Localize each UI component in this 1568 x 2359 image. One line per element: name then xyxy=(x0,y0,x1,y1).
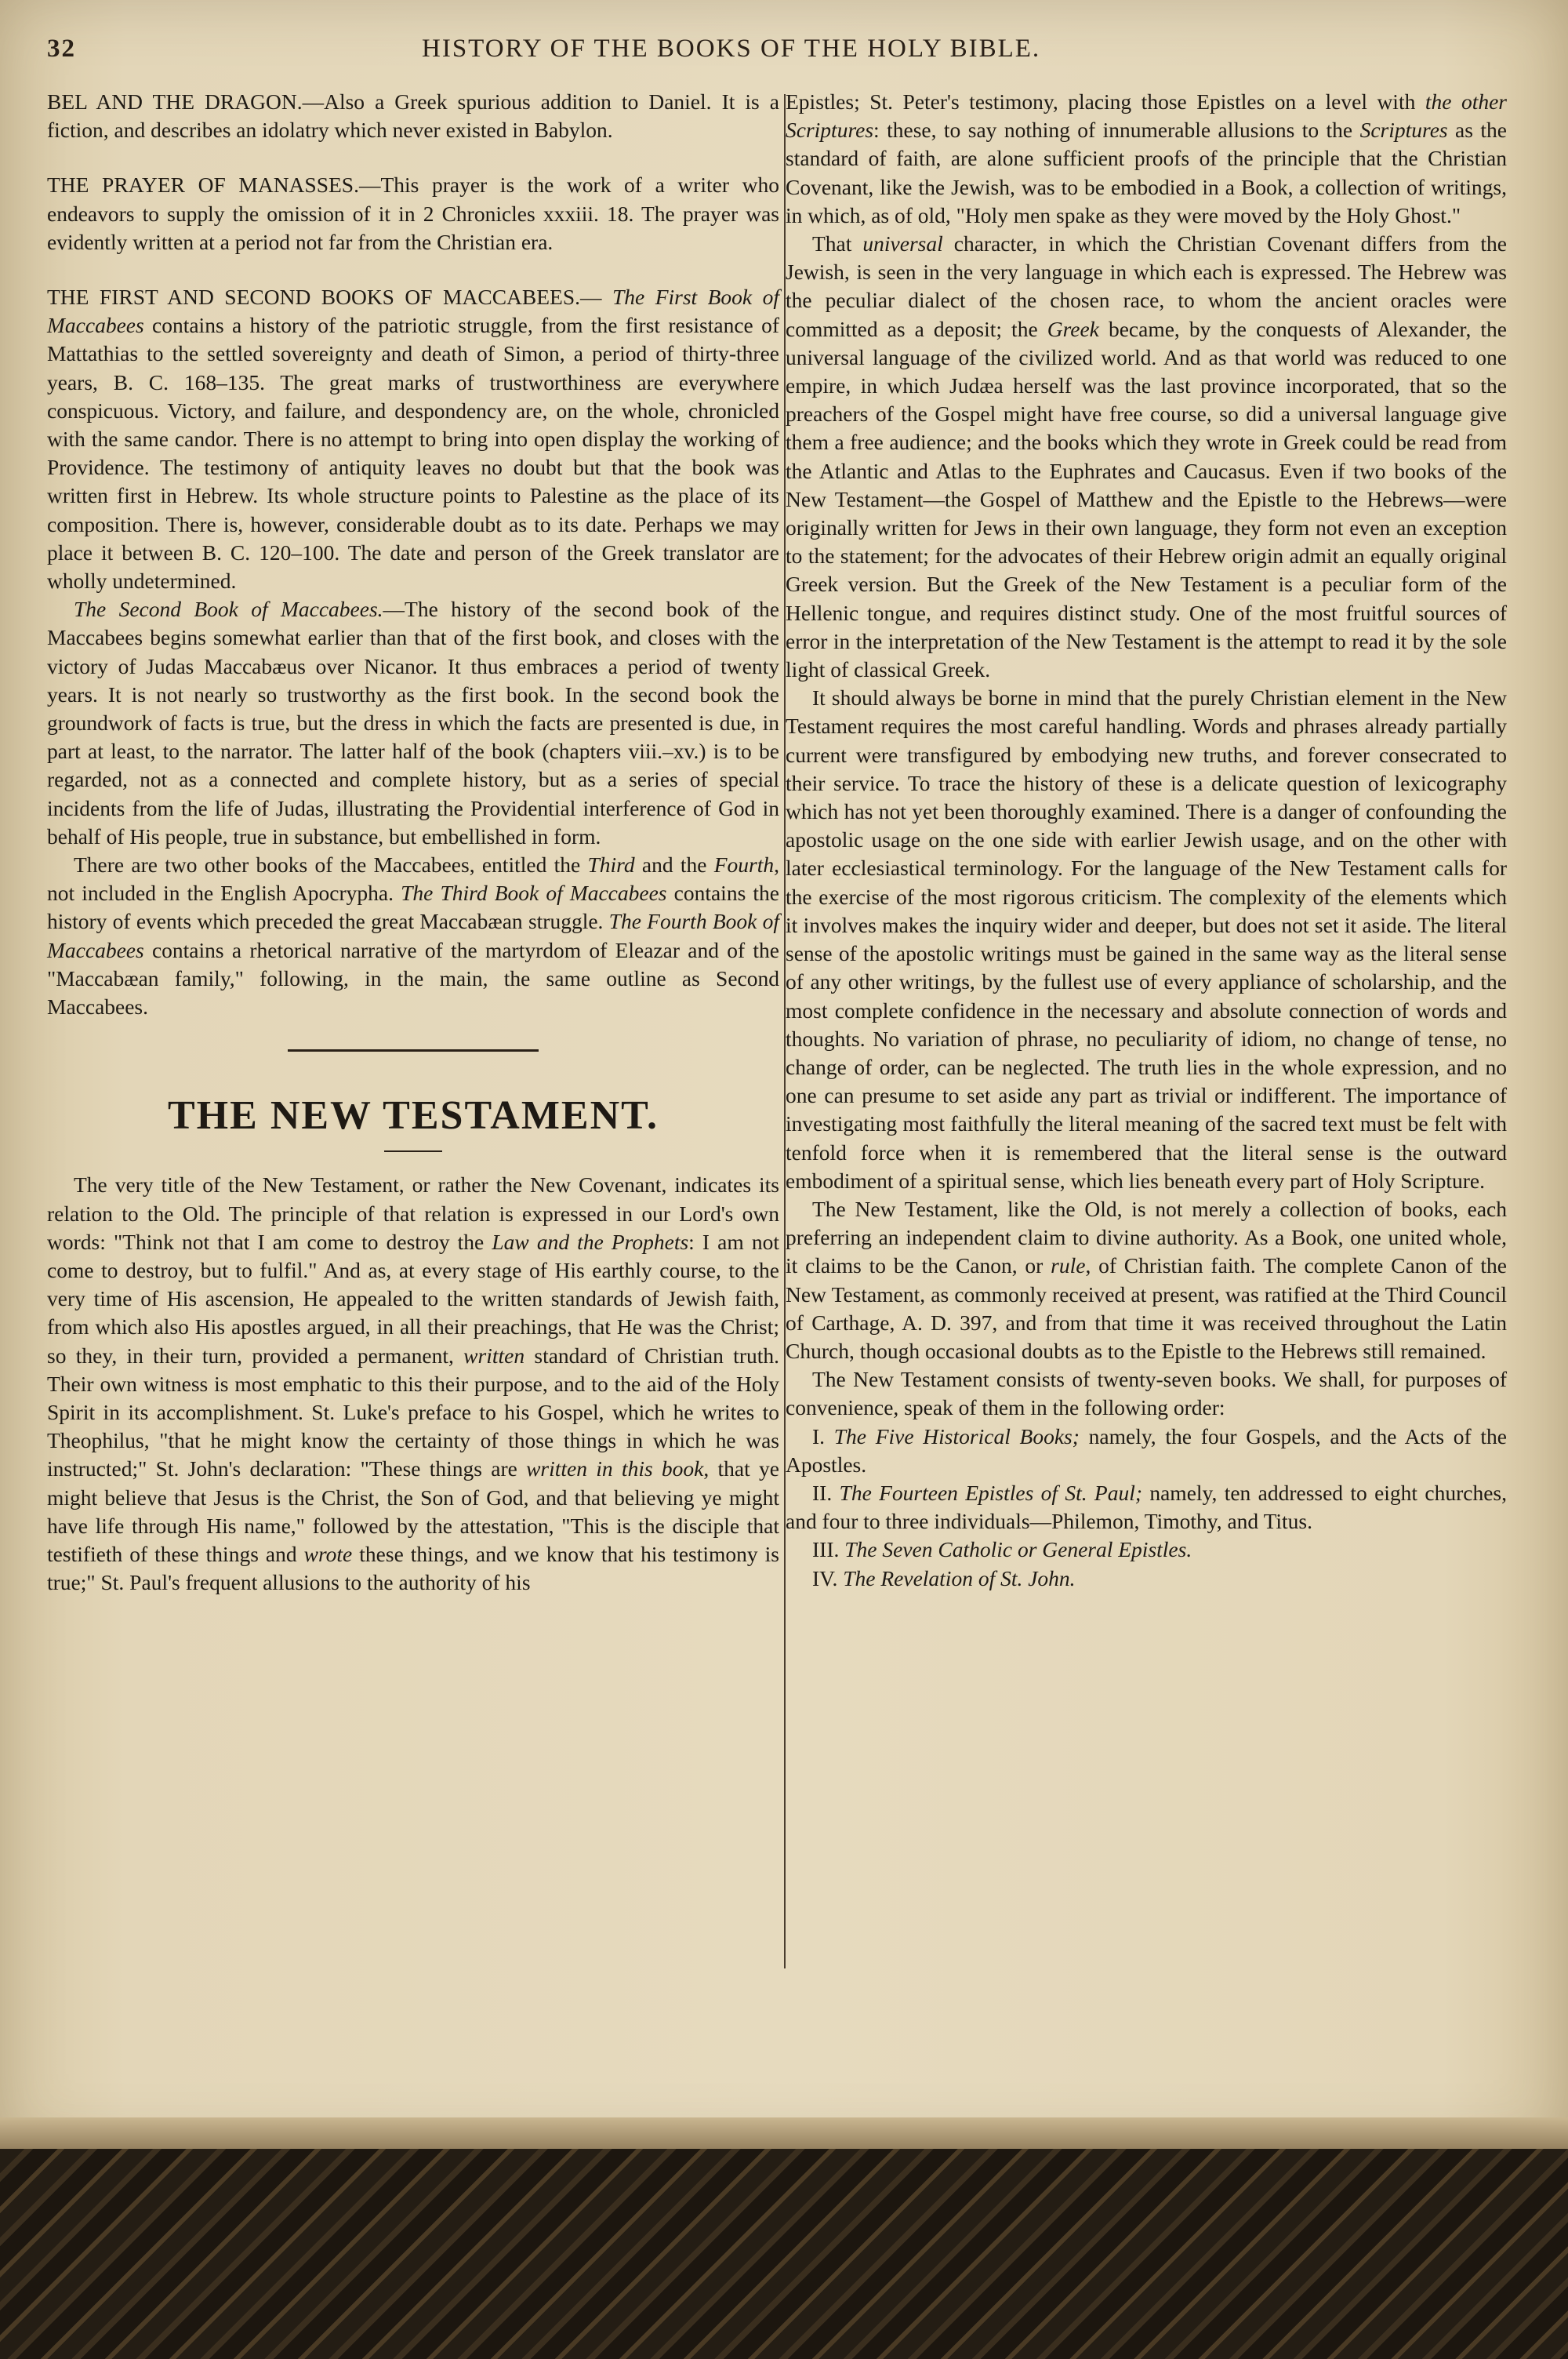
paragraph-other-maccabees xyxy=(47,851,779,1021)
text: contains a rhetorical narrative of the martyrdom of Eleazar and of the "Maccabæan family," following, in the main, the same outline as Second Maccabees. xyxy=(47,937,779,1020)
section-text: contains a history of the patriotic struggle, from the first resistance of Mattathias to the settled sovereignty and death of Simon, a period of thirty-three years, B. C. 168–135. The great marks of trustworthiness are everywhere conspicuous. Victory, and failure, and despondency are, on the whole, chronicled with the same candor. There is no attempt to bring into open display the working of Providence. The testimony of antiquity leaves no doubt but that the book was written first in Hebrew. Its whole structure points to Palestine as the place of its composition. There is, however, considerable doubt as to its date. Perhaps we may place it between B. C. 120–100. The date and person of the Greek translator are wholly undetermined. xyxy=(47,313,779,594)
section-prayer-of-manasses xyxy=(47,171,779,256)
text: : I am not come to destroy, but to fulfil." And as, at every stage of His earthly course, to the very time of His ascension, He appealed to the written standards of Jewish faith, from which also His apostles argued, in all their preachings, that He was the Christ; so they, in their turn, provided a permanent, xyxy=(47,1229,779,1368)
list-title: The Revelation of St. John. xyxy=(843,1565,1076,1590)
book-title: The Fourth Book of Maccabees xyxy=(47,909,779,962)
book-title: The First Book of Maccabees xyxy=(47,285,779,338)
emphasis: the other Scriptures xyxy=(786,89,1507,143)
list-title: The Five Historical Books; xyxy=(833,1423,1080,1448)
text: Epistles; St. Peter's testimony, placing those Epistles on a level with xyxy=(786,89,1425,114)
paragraph-second-maccabees xyxy=(47,595,779,851)
paragraph-new-testament-intro xyxy=(47,1171,779,1597)
list-item xyxy=(786,1536,1507,1564)
text: became, by the conquests of Alexander, the universal language of the civilized world. And as that world was reduced to one empire, in which Judæa herself was the last province incorporated, that so the preachers of the Gospel might have free course, so did a universal language give them a free audience; and the books which they wrote in Greek could be read from the Atlantic and Atlas to the Euphrates and Caucasus. Even if two books of the New Testament—the Gospel of Matthew and the Epistle to the Hebrews—were originally written for Jews in their own language, they form not even an exception to the statement; for the advocates of their Hebrew origin admit an equally original Greek version. But the Greek of the New Testament is a peculiar form of the Hellenic tongue, and requires distinct study. One of the most fruitful sources of error in the interpretation of the New Testament is the attempt to read it by the sole light of classical Greek. xyxy=(786,316,1507,682)
emphasis: universal xyxy=(862,231,943,256)
section-text: —This prayer is the work of a writer who endeavors to supply the omission of it in 2 Chronicles xxxiii. 18. The prayer was evidently written at a period not far from the Christian era. xyxy=(47,173,779,254)
book-spine-binding xyxy=(0,2149,1568,2359)
text: , that ye might believe that Jesus is the Christ, the Son of God, and that believing ye might have life through His name," followed by the attestation, "This is the disciple that testifieth of these things and xyxy=(47,1456,779,1566)
emphasis: wrote xyxy=(303,1541,353,1566)
text: The New Testament, like the Old, is not merely a collection of books, each preferring an independent claim to divine authority. As a Book, one united whole, it claims to be the Canon, or xyxy=(786,1196,1507,1278)
book-order-list xyxy=(786,1423,1507,1593)
chapter-title: THE NEW TESTAMENT. xyxy=(168,1093,659,1139)
running-header xyxy=(47,35,1129,69)
list-text: namely, the four Gospels, and the Acts of the Apostles. xyxy=(786,1423,1508,1477)
emphasis: Scriptures xyxy=(1359,118,1448,143)
book-title: The Second Book of Maccabees. xyxy=(74,597,383,622)
section-heading: THE PRAYER OF MANASSES. xyxy=(47,173,359,198)
book-title: Fourth xyxy=(713,852,775,878)
text: contains the history of events which preceded the great Maccabæan struggle. xyxy=(47,881,779,934)
text: standard of Christian truth. Their own witness is most emphatic to this their purpose, and to the aid of the Holy Spirit in its accomplishment. St. Luke's preface to his Gospel, which he writes to Theophilus, "that he might know the certainty of those things in which he was instructed;" St. John's declaration: "These things are xyxy=(47,1343,779,1481)
emphasis: Greek xyxy=(1047,316,1099,341)
emphasis: Law and the Prophets xyxy=(492,1229,689,1254)
page-number: 32 xyxy=(47,35,76,63)
paragraph-canon xyxy=(786,1195,1507,1365)
text: these things, and we know that his testimony is true;" St. Paul's frequent allusions to the authority of his xyxy=(47,1541,779,1595)
list-title: The Seven Catholic or General Epistles. xyxy=(844,1537,1192,1562)
section-bel-and-dragon xyxy=(47,88,779,144)
text: That xyxy=(812,231,863,256)
list-item xyxy=(786,1479,1507,1536)
section-text: —Also a Greek spurious addition to Daniel. It is a fiction, and describes an idolatry which never existed in Babylon. xyxy=(47,89,779,143)
book-title: The Third Book of Maccabees xyxy=(401,881,667,906)
text: The very title of the New Testament, or rather the New Covenant, indicates its relation to the Old. The principle of that relation is expressed in our Lord's own words: "Think not that I am come to destroy the xyxy=(47,1172,779,1254)
left-column xyxy=(47,88,779,1597)
right-column xyxy=(786,88,1507,1593)
list-number: IV. xyxy=(812,1565,838,1590)
text: , not included in the English Apocrypha. xyxy=(47,852,779,906)
text: : these, to say nothing of innumerable allusions to the xyxy=(873,118,1360,143)
paragraph-christian-element: It should always be borne in mind that the purely Christian element in the New Testament requires the most careful handling. Words and phrases already partially current were transfigured by embodying new truths, and forever consecrated to their service. To trace the history of these is a delicate question of lexicography which has not yet been thoroughly examined. There is a danger of confounding the apostolic usage on the one side with earlier Jewish usage, and on the other with later ecclesiastical terminology. For the language of the New Testament calls for the exercise of the most rigorous criticism. The complexity of the elements which it involves makes the inquiry wider and deeper, but does not set it aside. The literal sense of the apostolic writings must be gained in the same way as the literal sense of any other writings, by the fullest use of every appliance of scholarship, and the most complete confidence in the necessary and absolute connection of words and thoughts. No variation of phrase, no peculiarity of idiom, no change of tense, no change of order, can be neglected. The truth lies in the whole expression, and no one can presume to set aside any part as trivial or indifferent. The importance of investigating most faithfully the literal meaning of the sacred text must be felt with tenfold force when it is remembered that the literal sense is the outward embodiment of a spiritual sense, which lies beneath every part of Holy Scripture. xyxy=(786,685,1507,1193)
ornamental-rule xyxy=(288,1049,539,1052)
list-number: I. xyxy=(812,1423,826,1448)
section-heading: BEL AND THE DRAGON. xyxy=(47,89,303,114)
list-number: III. xyxy=(812,1537,840,1562)
ornamental-rule xyxy=(384,1150,442,1152)
running-title: HISTORY OF THE BOOKS OF THE HOLY BIBLE. xyxy=(422,35,1041,63)
text: character, in which the Christian Covenant differs from the Jewish, is seen in the very language in which each is expressed. The Hebrew was the peculiar dialect of the chosen race, to whom the ancient oracles were committed as a deposit; the xyxy=(786,231,1507,341)
text: as the standard of faith, are alone sufficient proofs of the principle that the Christian Covenant, like the Jewish, was to be embodied in a Book, a collection of writings, in which, as of old, "Holy men spake as they were moved by the Holy Ghost." xyxy=(786,118,1507,227)
paragraph-text: —The history of the second book of the Maccabees begins somewhat earlier than that of the first book, and closes with the victory of Judas Maccabæus over Nicanor. It thus embraces a period of twenty years. It is not nearly so trustworthy as the first book. In the second book the groundwork of facts is true, but the dress in which the facts are presented is due, in part at least, to the narrator. The latter half of the book (chapters viii.–xv.) is to be regarded, not as a connected and complete history, but as a series of special incidents from the life of Judas, illustrating the Providential interference of God in behalf of His people, true in substance, but embellished in form. xyxy=(47,597,780,849)
emphasis: rule xyxy=(1051,1253,1086,1278)
book-title: Third xyxy=(587,852,635,878)
emphasis: written xyxy=(463,1343,525,1368)
list-number: II. xyxy=(812,1480,833,1505)
list-text: namely, ten addressed to eight churches, and four to three individuals—Philemon, Timothy, and Titus. xyxy=(786,1480,1507,1534)
emphasis: written in this book xyxy=(526,1456,704,1481)
list-title: The Fourteen Epistles of St. Paul; xyxy=(839,1480,1143,1505)
text: and the xyxy=(634,852,714,878)
section-maccabees xyxy=(47,283,779,595)
list-item xyxy=(786,1423,1507,1479)
paragraph-twenty-seven-books: The New Testament consists of twenty-seven books. We shall, for purposes of convenience, speak of them in the following order: xyxy=(786,1367,1507,1420)
section-heading: THE FIRST AND SECOND BOOKS OF MACCABEES.— xyxy=(47,285,602,310)
text: There are two other books of the Maccabees, entitled the xyxy=(74,852,588,878)
text: , of Christian faith. The complete Canon of the New Testament, as commonly received at present, was ratified at the Third Council of Carthage, A. D. 397, and from that time it was received throughout the Latin Church, though occasional doubts as to the Epistle to the Hebrews still remained. xyxy=(786,1253,1507,1363)
paragraph-epistles xyxy=(786,88,1507,230)
paragraph-universal-character xyxy=(786,230,1507,684)
list-item xyxy=(786,1565,1507,1593)
